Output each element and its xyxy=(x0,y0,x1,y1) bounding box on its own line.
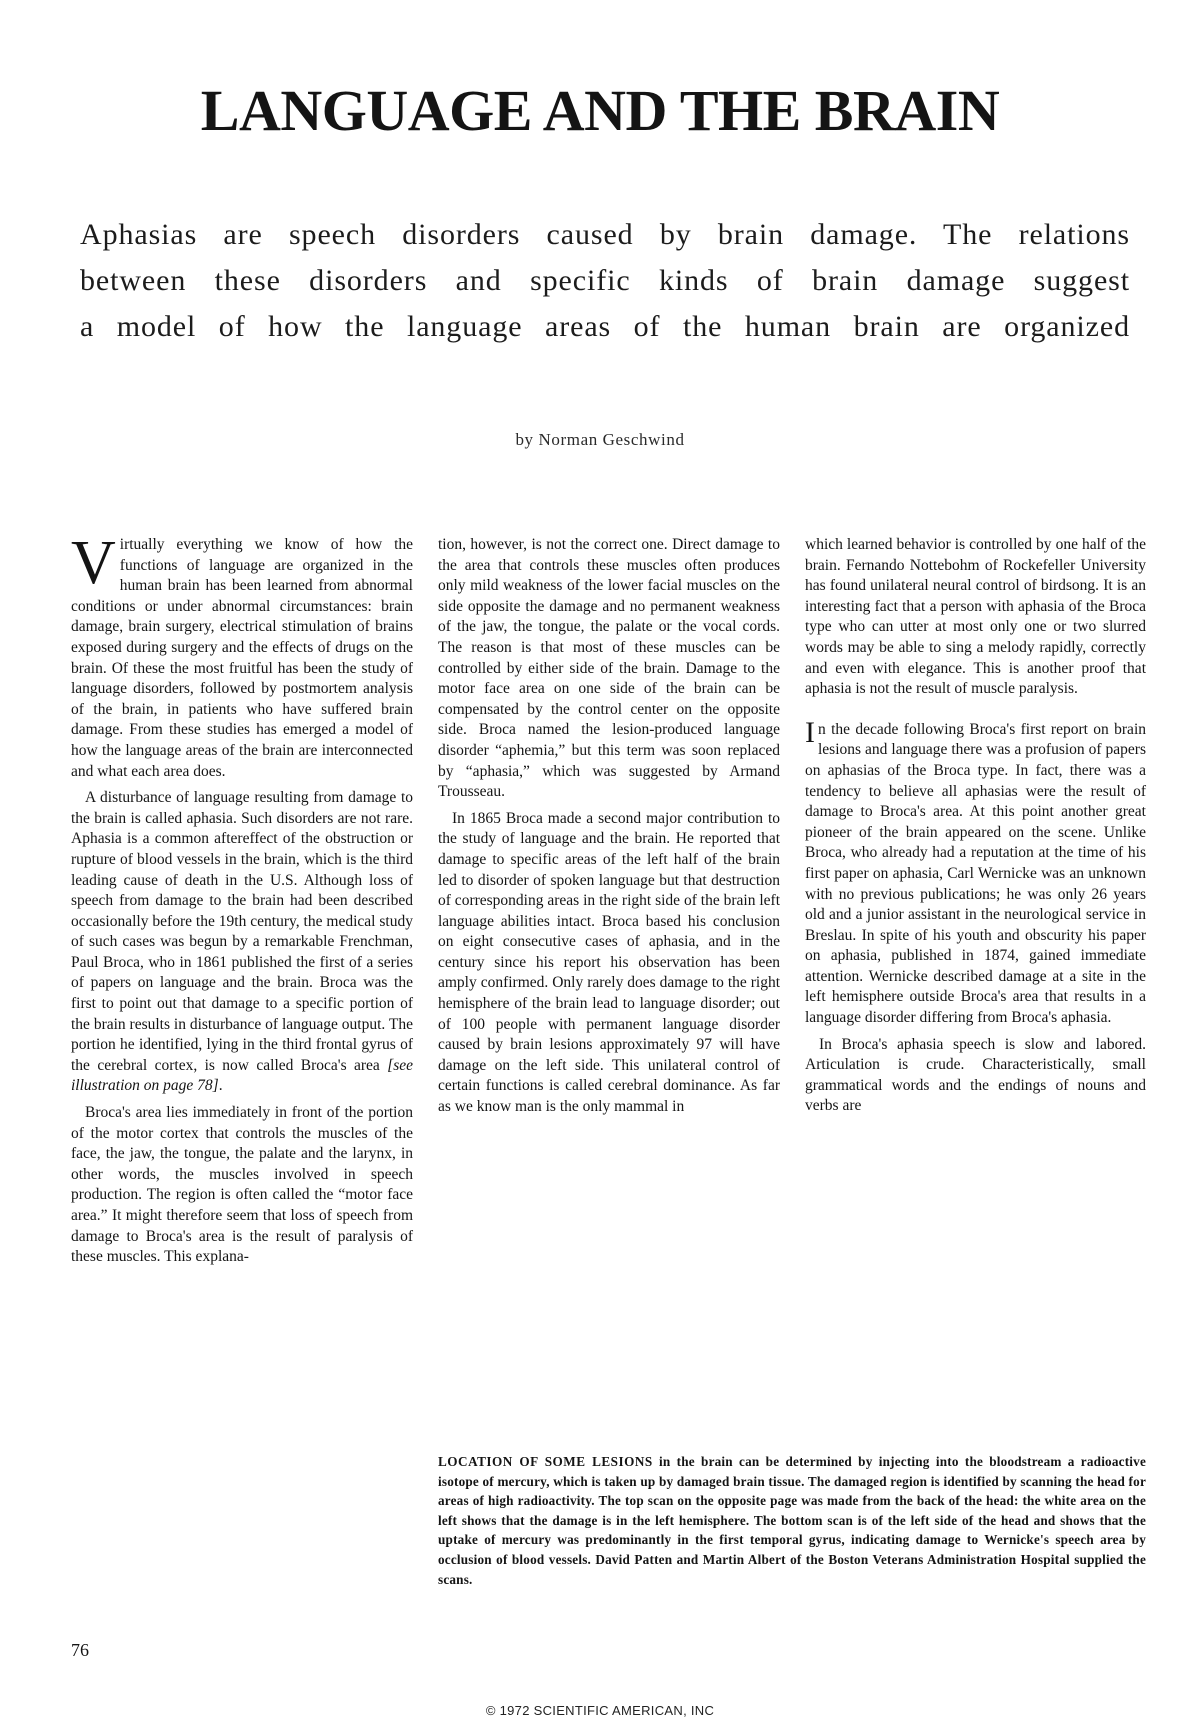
figure-caption xyxy=(438,1452,1146,1589)
paragraph-end: . xyxy=(218,1077,223,1095)
paragraph: Broca's area lies immediately in front of the portion of the motor cortex that controls the muscles of the face, the jaw, the tongue, the palate and the larynx, in other words, the muscles involved in speech production. The region is often called the “motor face area.” It might therefore seem that loss of speech from damage to Broca's area is the result of paralysis of these muscles. This explana- xyxy=(71,1104,413,1266)
paragraph-text: n the decade following Broca's first report on brain lesions and language there was a profusion of papers on aphasias of the Broca type. In fact, there was a tendency to believe all aphasias were the result of damage to Broca's area. At this point another great pioneer of the brain appeared on the scene. Unlike Broca, who already had a reputation at the time of his first paper on aphasia, Carl Wernicke was an unknown with no previous publications; he was only 26 years old and a junior assistant in the neurological service in Breslau. In spite of his youth and obscurity his paper on aphasia, published in 1874, gained immediate attention. Wernicke described damage at a site in the left hemisphere outside Broca's area that results in a language disorder differing from Broca's aphasia. xyxy=(805,720,1146,1027)
drop-cap: V xyxy=(71,529,116,597)
article-deck xyxy=(80,212,1130,350)
paragraph: In Broca's aphasia speech is slow and labored. Articulation is crude. Characteristically, small grammatical words and the endings of nouns and verbs are xyxy=(805,1035,1146,1115)
paragraph-text: A disturbance of language resulting from damage to the brain is called aphasia. Such disorders are not rare. Aphasia is a common aftereffect of the obstruction or rupture of blood vessels in the brain, which is the third leading cause of death in the U.S. Although loss of speech from damage to the brain had been described occasionally before the 19th century, the medical study of such cases was begun by a remarkable Frenchman, Paul Broca, who in 1861 published the first of a series of papers on language and the brain. Broca was the first to point out that damage to a specific portion of the brain results in disturbance of language output. The portion he identified, lying in the third frontal gyrus of the cerebral cortex, is now called Broca's area xyxy=(71,789,413,1074)
copyright-notice: © 1972 SCIENTIFIC AMERICAN, INC xyxy=(485,1703,715,1718)
paragraph xyxy=(71,788,413,1097)
text-column-2 xyxy=(438,535,780,1118)
deck-line-3: a model of how the language areas of the human brain are organized xyxy=(80,310,1130,343)
paragraph: In 1865 Broca made a second major contribution to the study of language and the brain. He reported that damage to specific areas of the left half of the brain led to disorder of spoken language but that destruction of corresponding areas in the right side of the brain left language abilities intact. Broca based his conclusion on eight consecutive cases of aphasia, and in the century since his report his observation has been amply confirmed. Only rarely does damage to the right hemisphere of the brain lead to language disorder; out of 100 people with permanent language disorder caused by brain lesions approximately 97 will have damage on the left side. This unilateral control of certain functions is called cerebral dominance. As far as we know man is the only mammal in xyxy=(438,809,780,1116)
text-column-3 xyxy=(805,535,1146,1117)
drop-cap: I xyxy=(805,715,815,749)
deck-line-2: between these disorders and specific kinds of brain damage suggest xyxy=(80,264,1130,297)
paragraph xyxy=(71,529,413,782)
paragraph: which learned behavior is controlled by one half of the brain. Fernando Nottebohm of Rockefeller University has found unilateral neural control of birdsong. It is an interesting fact that a person with aphasia of the Broca type who can utter at most only one or two slurred words may be able to sing a melody rapidly, correctly and even with elegance. This is another proof that aphasia is not the result of muscle paralysis. xyxy=(805,536,1146,698)
paragraph: tion, however, is not the correct one. Direct damage to the area that controls these muscles often produces only mild weakness of the lower facial muscles on the side opposite the damage and no permanent weakness of the jaw, the tongue, the palate or the vocal cords. The reason is that most of these muscles can be controlled by either side of the brain. Damage to the motor face area on one side of the brain can be compensated by the control center on the opposite side. Broca named the lesion-produced language disorder “aphemia,” but this term was soon replaced by “aphasia,” which was suggested by Armand Trousseau. xyxy=(438,536,780,801)
caption-lead: LOCATION OF SOME LESIONS xyxy=(438,1454,653,1469)
page-number: 76 xyxy=(71,1640,89,1660)
text-column-1 xyxy=(71,529,414,1268)
article-title: LANGUAGE AND THE BRAIN xyxy=(200,78,1000,143)
caption-text: in the brain can be determined by injecting into the bloodstream a radioactive isotope of mercury, which is taken up by damaged brain tissue. The damaged region is identified by scanning the head for areas of high radioactivity. The top scan on the opposite page was made from the back of the head: the white area on the left shows that the damage is in the left hemisphere. The bottom scan is of the left side of the head and shows that the uptake of mercury was predominantly in the first temporal gyrus, indicating damage to Wernicke's speech area by occlusion of blood vessels. David Patten and Martin Albert of the Boston Veterans Administration Hospital supplied the scans. xyxy=(438,1454,1146,1587)
paragraph-text: irtually everything we know of how the functions of language are organized in the human brain has been learned from abnormal conditions or under abnormal circumstances: brain damage, brain surgery, electrical stimulation of brains exposed during surgery and the effects of drugs on the brain. Of these the most fruitful has been the study of language disorders, followed by postmortem analysis of the brain, in patients who have suffered brain damage. From these studies has emerged a model of how the language areas of the brain are interconnected and what each area does. xyxy=(71,536,413,780)
figure-reference: [see illustration on page 78] xyxy=(71,1056,414,1095)
deck-line-1: Aphasias are speech disorders caused by brain damage. The relations xyxy=(80,218,1130,251)
paragraph xyxy=(805,715,1146,1029)
byline: by Norman Geschwind xyxy=(515,430,685,449)
